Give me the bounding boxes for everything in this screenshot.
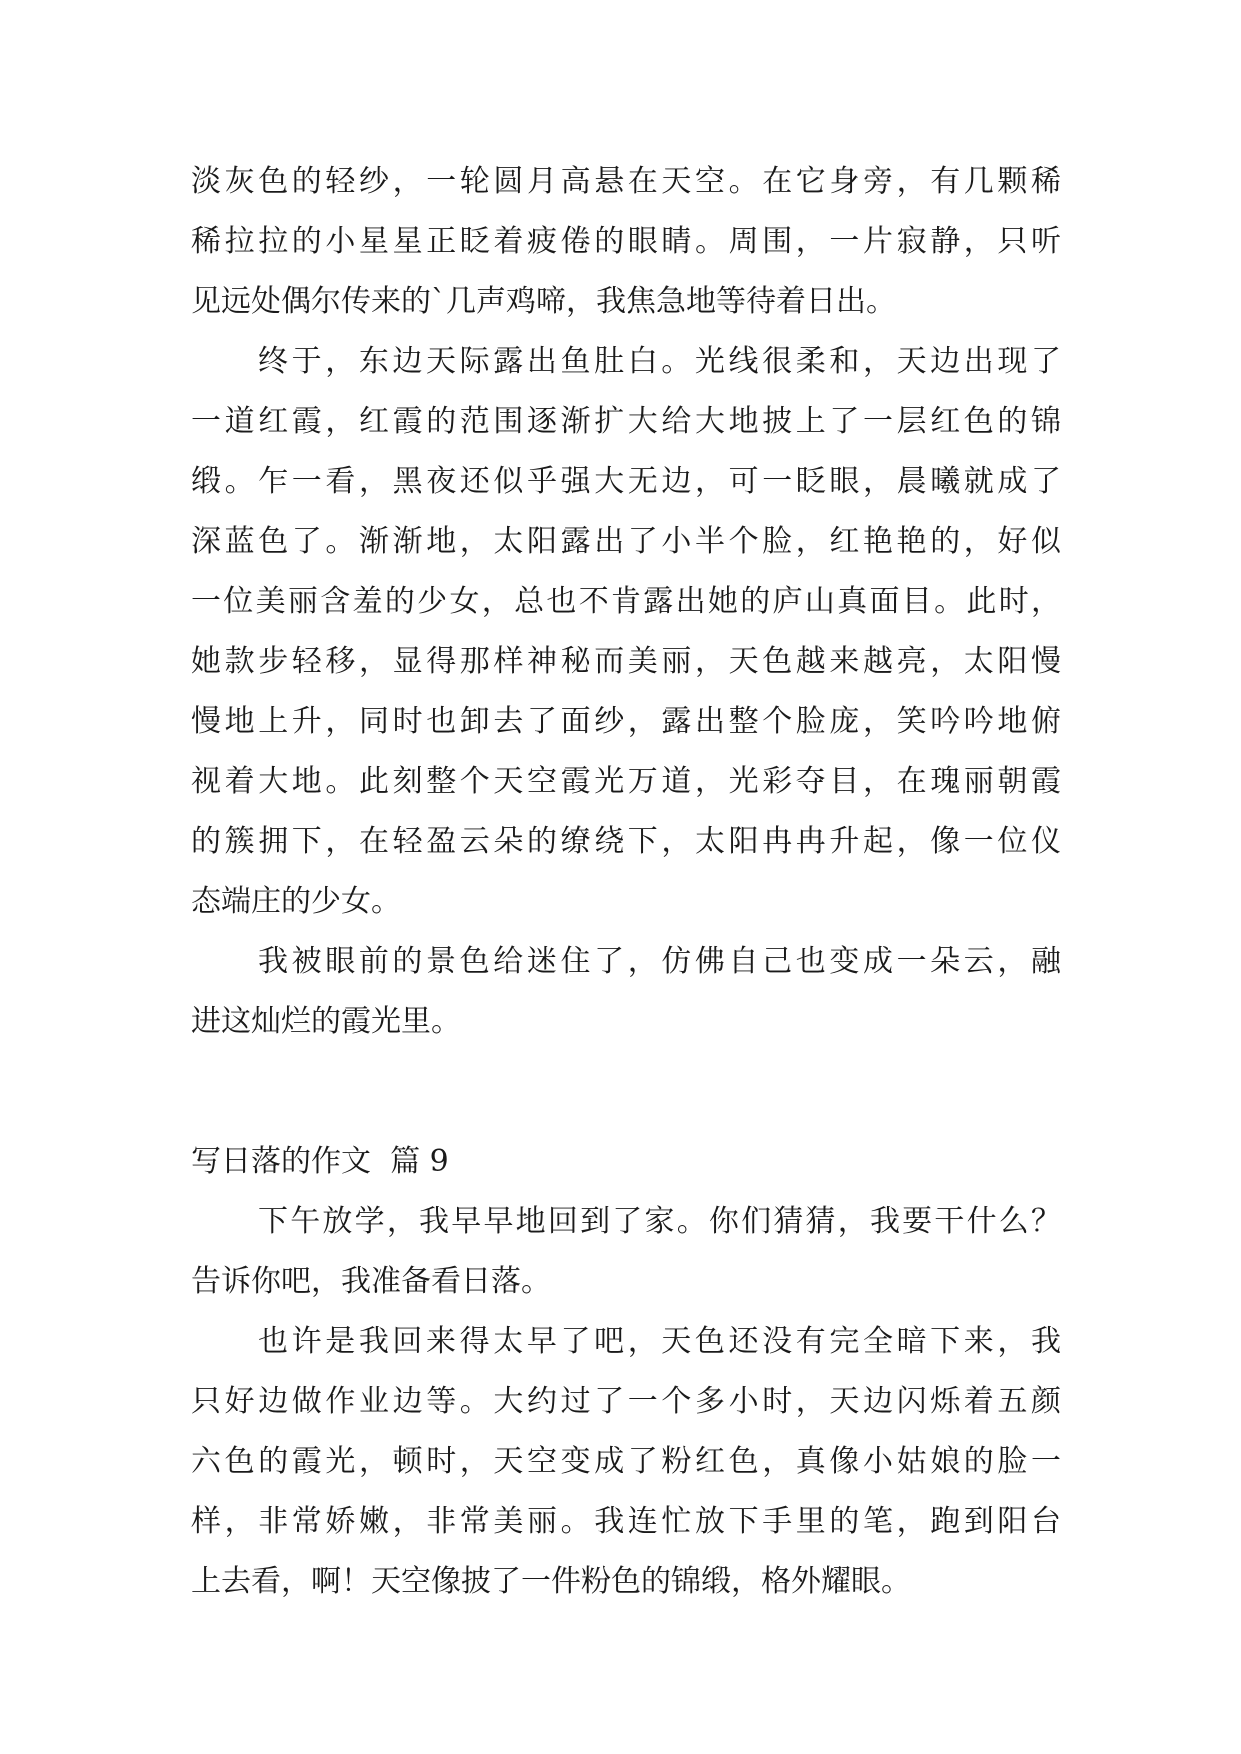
section-heading: 写日落的作文 篇 9 (191, 1144, 449, 1179)
text-line: 态端庄的少女。 (191, 884, 401, 919)
text-line: 视着大地。此刻整个天空霞光万道，光彩夺目，在瑰丽朝霞 (191, 764, 1061, 799)
text-line: 上去看，啊！天空像披了一件粉色的锦缎，格外耀眼。 (191, 1564, 911, 1599)
text-line: 告诉你吧，我准备看日落。 (191, 1264, 551, 1299)
text-line: 样，非常娇嫩，非常美丽。我连忙放下手里的笔，跑到阳台 (191, 1504, 1061, 1539)
document-page (191, 152, 1061, 1612)
paragraph (191, 332, 1061, 932)
text-line: 淡灰色的轻纱，一轮圆月高悬在天空。在它身旁，有几颗稀 (191, 164, 1061, 199)
text-line: 终于，东边天际露出鱼肚白。光线很柔和，天边出现了 (258, 344, 1061, 379)
paragraph (191, 1192, 1061, 1312)
text-line: 也许是我回来得太早了吧，天色还没有完全暗下来，我 (258, 1324, 1061, 1359)
text-line: 深蓝色了。渐渐地，太阳露出了小半个脸，红艳艳的，好似 (191, 524, 1061, 559)
paragraph (191, 1312, 1061, 1612)
text-line: 六色的霞光，顿时，天空变成了粉红色，真像小姑娘的脸一 (191, 1444, 1061, 1479)
text-line: 进这灿烂的霞光里。 (191, 1004, 461, 1039)
text-line: 一位美丽含羞的少女，总也不肯露出她的庐山真面目。此时， (191, 584, 1061, 619)
text-line: 只好边做作业边等。大约过了一个多小时，天边闪烁着五颜 (191, 1384, 1061, 1419)
text-line: 一道红霞，红霞的范围逐渐扩大给大地披上了一层红色的锦 (191, 404, 1061, 439)
text-line: 下午放学，我早早地回到了家。你们猜猜，我要干什么？ (258, 1204, 1061, 1239)
text-line: 稀拉拉的小星星正眨着疲倦的眼睛。周围，一片寂静，只听 (191, 224, 1061, 259)
text-line: 缎。乍一看，黑夜还似乎强大无边，可一眨眼，晨曦就成了 (191, 464, 1061, 499)
text-line: 我被眼前的景色给迷住了，仿佛自己也变成一朵云，融 (258, 944, 1061, 979)
paragraph (191, 932, 1061, 1052)
paragraph (191, 152, 1061, 332)
text-line: 的簇拥下，在轻盈云朵的缭绕下，太阳冉冉升起，像一位仪 (191, 824, 1061, 859)
text-line: 她款步轻移，显得那样神秘而美丽，天色越来越亮，太阳慢 (191, 644, 1061, 679)
text-line: 慢地上升，同时也卸去了面纱，露出整个脸庞，笑吟吟地俯 (191, 704, 1061, 739)
text-line: 见远处偶尔传来的`几声鸡啼，我焦急地等待着日出。 (191, 284, 896, 319)
section-spacer (191, 1052, 1061, 1132)
